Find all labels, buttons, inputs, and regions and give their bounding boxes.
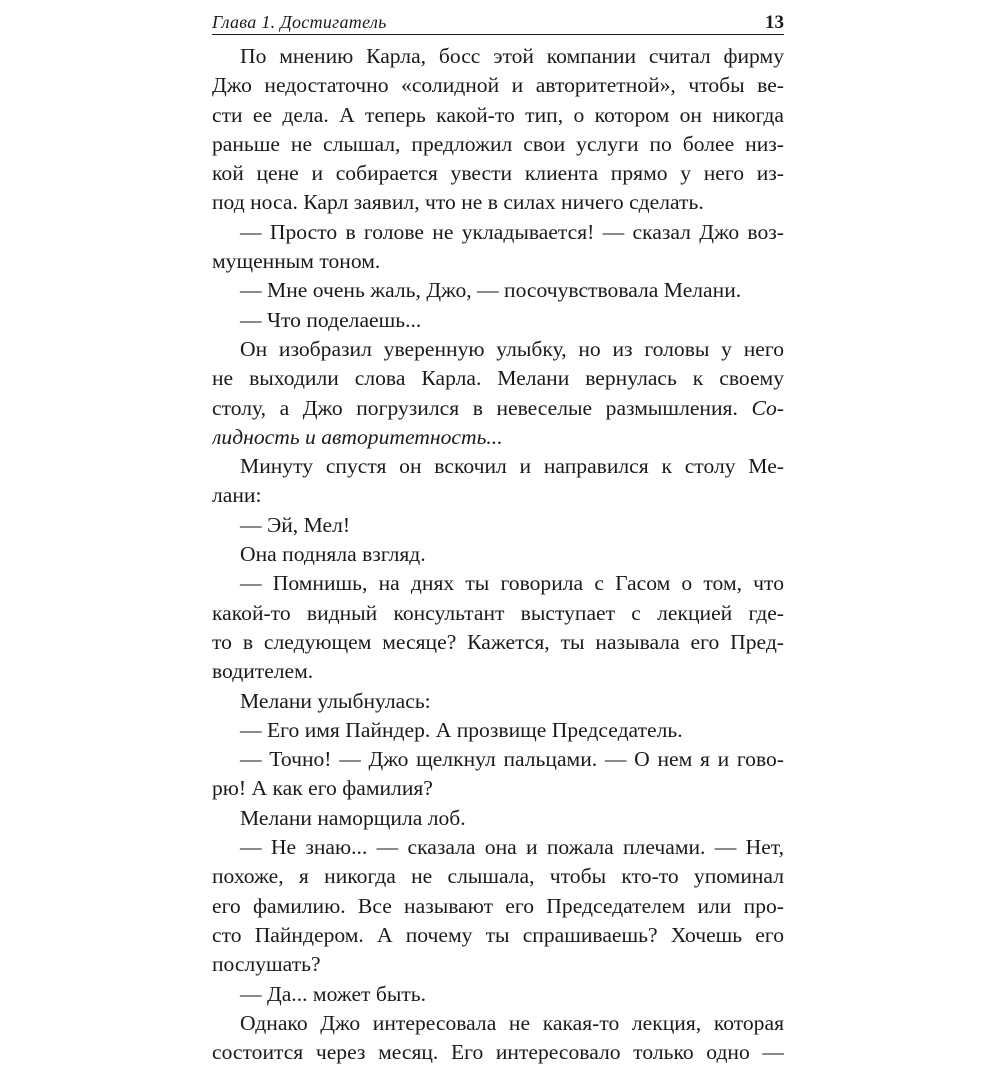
page-number: 13: [765, 12, 784, 33]
line-text: По мнению Карла, босс этой компании считал фирму: [240, 44, 784, 68]
text-line: [212, 306, 784, 335]
line-text: сти ее дела. А теперь какой-то тип, о котором он никогда: [212, 102, 784, 127]
text-line: [212, 452, 784, 481]
line-text: лани:: [212, 483, 262, 508]
text-line: [212, 716, 784, 745]
line-text: сто Пайндером. А почему ты спрашиваешь? Хочешь его: [212, 922, 784, 947]
line-text: — Мне очень жаль, Джо, — посочувствовала Мелани.: [240, 278, 742, 303]
line-text: похоже, я никогда не слышала, чтобы кто-то упоминал: [212, 864, 784, 889]
text-line: [212, 71, 784, 100]
text-line: [212, 276, 784, 305]
line-text: Минуту спустя он вскочил и направился к столу Ме-: [240, 454, 784, 479]
text-line: [212, 364, 784, 393]
line-text: под носа. Карл заявил, что не в силах ничего сделать.: [212, 190, 704, 215]
line-text: кой цене и собирается увести клиента прямо у него из-: [212, 161, 784, 186]
text-line: [212, 599, 784, 628]
text-line: [212, 1009, 784, 1038]
text-line: [212, 42, 784, 71]
text-line: [212, 159, 784, 188]
text-line: [212, 833, 784, 862]
line-text: — Точно! — Джо щелкнул пальцами. — О нем я и гово-: [240, 747, 784, 772]
line-text: Мелани наморщила лоб.: [240, 805, 466, 830]
line-text: — Не знаю... — сказала она и пожала плечами. — Нет,: [240, 835, 784, 860]
text-line: [212, 950, 784, 979]
text-line: [212, 423, 784, 452]
text-line: [212, 687, 784, 716]
line-text: раньше не слышал, предложил свои услуги по более низ-: [212, 131, 784, 156]
book-page: [212, 0, 784, 1065]
text-line: [212, 188, 784, 217]
text-line: [212, 218, 784, 247]
line-text: мущенным тоном.: [212, 249, 381, 274]
line-text: какой-то видный консультант выступает с лекцией где-: [212, 600, 784, 625]
text-line: [212, 980, 784, 1009]
text-line: [212, 130, 784, 159]
line-text: не выходили слова Карла. Мелани вернулась к своему: [212, 366, 784, 391]
text-line: [212, 511, 784, 540]
body-text: [212, 42, 784, 1067]
text-line: [212, 540, 784, 569]
text-line: [212, 335, 784, 364]
line-text: состоится через месяц. Его интересовало только одно —: [212, 1040, 784, 1065]
line-text: — Что поделаешь...: [240, 307, 422, 332]
text-line: [212, 1038, 784, 1067]
italic-text: лидность и авторитетность...: [212, 424, 503, 449]
line-text: столу, а Джо погрузился в невеселые размышления.: [212, 395, 738, 420]
line-text: водителем.: [212, 659, 314, 684]
line-text: то в следующем месяце? Кажется, ты называла его Пред-: [212, 629, 784, 654]
italic-text: Со-: [751, 395, 784, 420]
text-line: [212, 804, 784, 833]
line-text: Мелани улыбнулась:: [240, 688, 431, 713]
line-text: — Эй, Мел!: [240, 512, 351, 537]
line-text: — Да... может быть.: [240, 981, 427, 1006]
line-text: Она подняла взгляд.: [240, 542, 426, 567]
line-text: — Помнишь, на днях ты говорила с Гасом о том, что: [240, 571, 784, 596]
running-header: [212, 8, 784, 35]
line-text: рю! А как его фамилия?: [212, 776, 433, 801]
line-text: — Его имя Пайндер. А прозвище Председатель.: [240, 717, 683, 742]
text-line: [212, 481, 784, 510]
line-text: его фамилию. Все называют его Председателем или про-: [212, 893, 784, 918]
text-line: [212, 569, 784, 598]
line-text: Однако Джо интересовала не какая-то лекция, которая: [240, 1010, 784, 1035]
line-text: Джо недостаточно «солидной и авторитетной», чтобы ве-: [212, 73, 784, 98]
text-line: [212, 247, 784, 276]
text-line: [212, 921, 784, 950]
text-line: [212, 774, 784, 803]
text-line: [212, 892, 784, 921]
text-line: [212, 628, 784, 657]
text-line: [212, 394, 784, 423]
text-line: [212, 862, 784, 891]
text-line: [212, 745, 784, 774]
text-line: [212, 101, 784, 130]
line-text: Он изобразил уверенную улыбку, но из головы у него: [240, 336, 784, 361]
line-text: — Просто в голове не укладывается! — сказал Джо воз-: [240, 219, 784, 244]
line-text: послушать?: [212, 952, 321, 977]
text-line: [212, 657, 784, 686]
chapter-title: Глава 1. Достигатель: [212, 12, 387, 32]
